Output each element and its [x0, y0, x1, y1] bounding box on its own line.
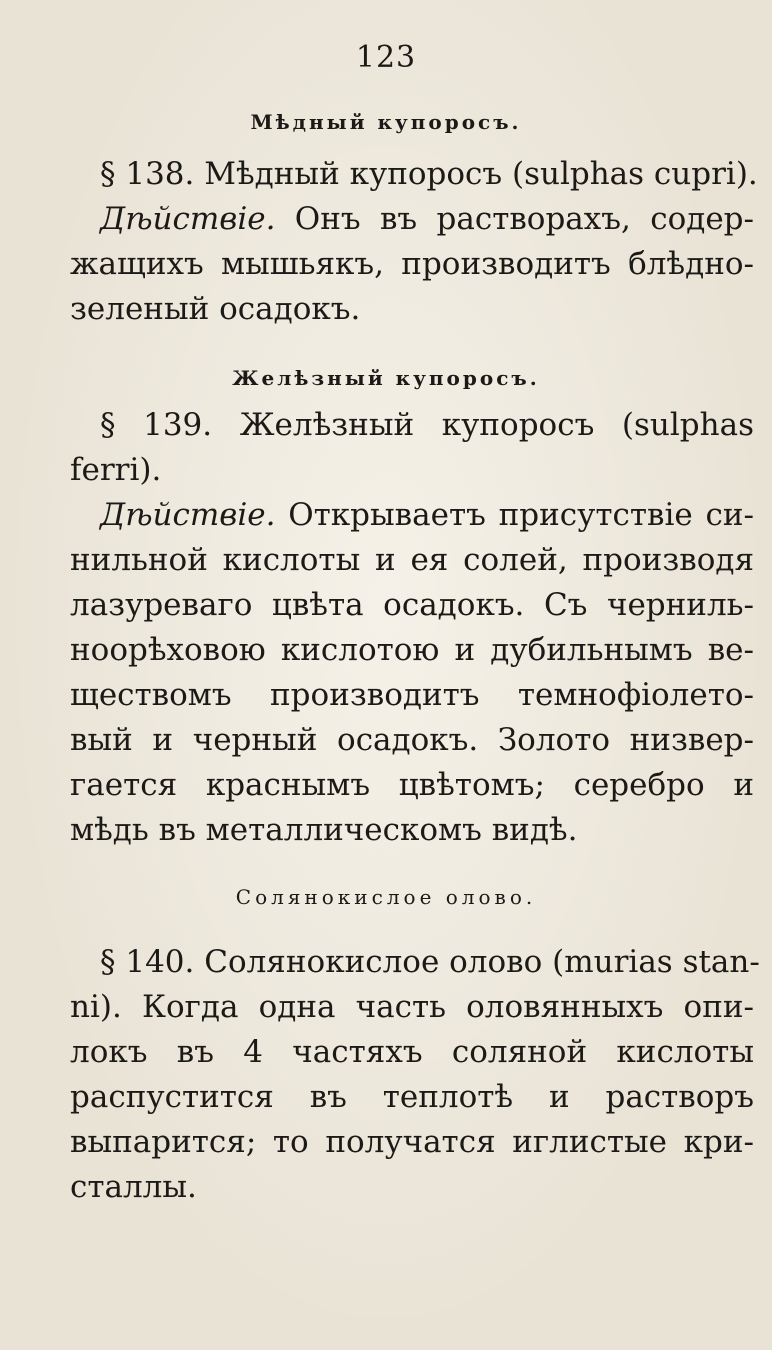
paragraph-139: [70, 403, 754, 853]
action-label: Дѣйствіе.: [100, 497, 276, 533]
paragraph-140: [70, 940, 760, 1210]
text-line: жащихъ мышьякъ, производитъ блѣдно-: [70, 246, 754, 282]
text-line: § 140. Солянокислое олово (murias stan-: [100, 944, 760, 980]
action-label: Дѣйствіе.: [100, 201, 276, 237]
text-line: Дѣйствіе. Открываетъ присутствіе си-: [100, 497, 754, 533]
text-line: зеленый осадокъ.: [70, 291, 361, 327]
page-number: 123: [355, 40, 417, 75]
section-heading-copper-sulfate: Мѣдный купоросъ.: [250, 110, 522, 134]
text-line: гается краснымъ цвѣтомъ; серебро и: [70, 767, 754, 803]
section-heading-tin-chloride: Солянокислое олово.: [235, 885, 537, 909]
text-line: распустится въ теплотѣ и растворъ: [70, 1079, 754, 1115]
text-line: Дѣйствіе. Онъ въ растворахъ, содер-: [100, 201, 754, 237]
text-line: локъ въ 4 частяхъ соляной кислоты: [70, 1034, 754, 1070]
text-line: ferri).: [70, 452, 162, 488]
text-line: вый и черный осадокъ. Золото низвер-: [70, 722, 754, 758]
text-line: § 138. Мѣдный купоросъ (sulphas cupri).: [100, 156, 758, 192]
section-heading-iron-sulfate: Желѣзный купоросъ.: [232, 366, 540, 390]
text-line: ществомъ производитъ темнофіолето-: [70, 677, 754, 713]
text-line: выпарится; то получатся иглистые кри-: [70, 1124, 754, 1160]
text-line: ni). Когда одна часть оловянныхъ опи-: [70, 989, 754, 1025]
text-line: § 139. Желѣзный купоросъ (sulphas: [100, 407, 754, 443]
text-line: лазуреваго цвѣта осадокъ. Съ черниль-: [70, 587, 754, 623]
text-line: сталлы.: [70, 1169, 197, 1205]
text-line: мѣдь въ металлическомъ видѣ.: [70, 812, 578, 848]
text-line: ноорѣховою кислотою и дубильнымъ ве-: [70, 632, 754, 668]
paragraph-138: [70, 152, 758, 332]
text-line: нильной кислоты и ея солей, производя: [70, 542, 754, 578]
